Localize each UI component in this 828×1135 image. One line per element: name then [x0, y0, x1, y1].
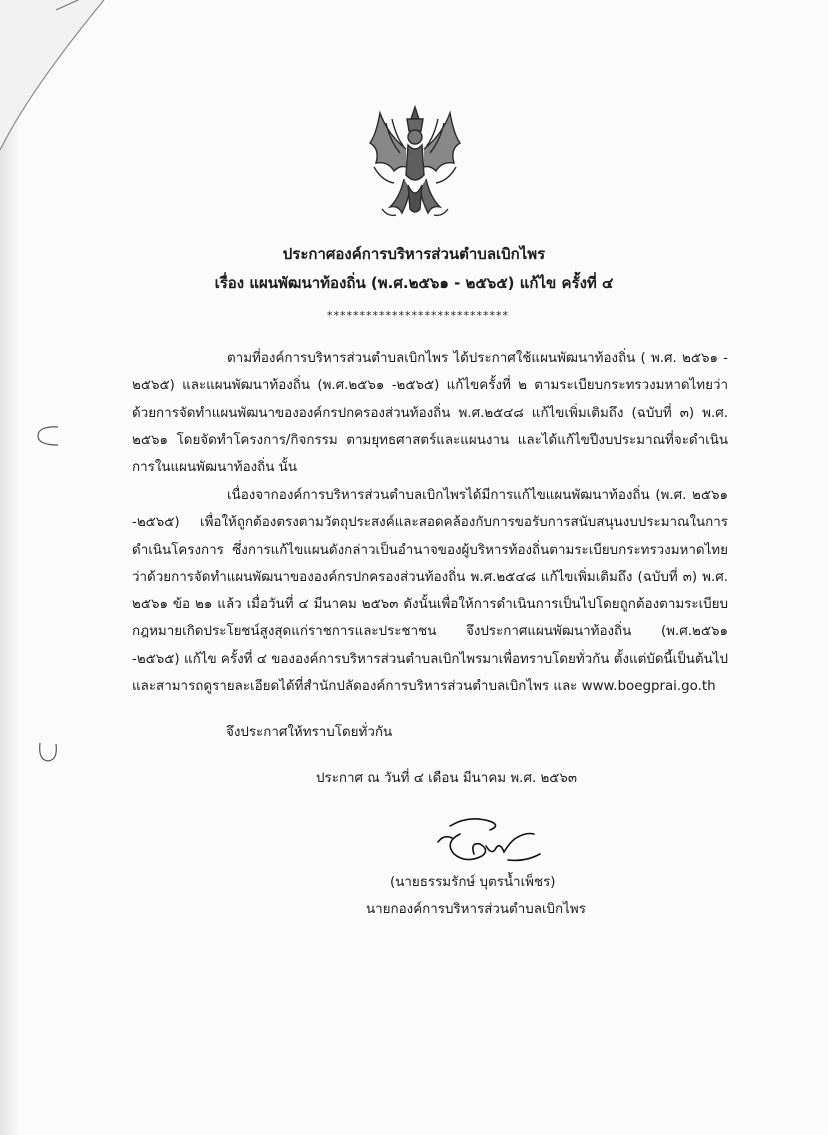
announcement-title: ประกาศองค์การบริหารส่วนตำบลเบิกไพร: [282, 245, 546, 263]
punch-hole-top: [34, 424, 62, 448]
signer-position: นายกองค์การบริหารส่วนตำบลเบิกไพร: [366, 902, 586, 917]
signer-name: (นายธรรมรักษ์ บุตรน้ำเพ็ชร): [390, 875, 556, 890]
punch-hole-bottom: [34, 740, 62, 764]
garuda-emblem-icon: [360, 105, 470, 227]
body-paragraph-2: เนื่องจากองค์การบริหารส่วนตำบลเบิกไพรได้มีการแก้ไขแผนพัฒนาท้องถิ่น (พ.ศ. ๒๕๖๑ -๒๕๖๕) เพื่อให้ถูกต้องตรงตามวัตถุประสงค์และสอดคล้องกับการขอรับการสนับสนุนงบประมาณในการดำเนินโครงการ ซึ่งการแก้ไขแผนดังกล่าวเป็นอำนาจของผู้บริหารท้องถิ่นตามระเบียบกระทรวงมหาดไทยว่าด้วยการจัดทำแผนพัฒนาขององค์กรปกครองส่วนท้องถิ่น พ.ศ.๒๕๔๘ แก้ไขเพิ่มเติมถึง (ฉบับที่ ๓) พ.ศ. ๒๕๖๑ ข้อ ๒๑ แล้ว เมื่อวันที่ ๔ มีนาคม ๒๕๖๓ ดังนั้นเพื่อให้การดำเนินการเป็นไปโดยถูกต้องตามระเบียบกฎหมายเกิดประโยชน์สูงสุดแก่ราชการและประชาชน จึงประกาศแผนพัฒนาท้องถิ่น (พ.ศ.๒๕๖๑ -๒๕๖๕) แก้ไข ครั้งที่ ๔ ขององค์การบริหารส่วนตำบลเบิกไพรมาเพื่อทราบโดยทั่วกัน ตั้งแต่บัดนี้เป็นต้นไป และสามารถดูรายละเอียดได้ที่สำนักปลัดองค์การบริหารส่วนตำบลเบิกไพร และ www.boegprai.go.th: [132, 488, 728, 695]
handwritten-signature: [430, 812, 550, 872]
closing-statement: จึงประกาศให้ทราบโดยทั่วกัน: [226, 725, 393, 740]
scan-edge-shadow: [0, 0, 20, 1135]
body-paragraph-1: ตามที่องค์การบริหารส่วนตำบลเบิกไพร ได้ประกาศใช้แผนพัฒนาท้องถิ่น ( พ.ศ. ๒๕๖๑ - ๒๕๖๕) และแผนพัฒนาท้องถิ่น (พ.ศ.๒๕๖๑ -๒๕๖๕) แก้ไขครั้งที่ ๒ ตามระเบียบกระทรวงมหาดไทยว่าด้วยการจัดทำแผนพัฒนาขององค์กรปกครองส่วนท้องถิ่น พ.ศ.๒๕๔๘ แก้ไขเพิ่มเติมถึง (ฉบับที่ ๓) พ.ศ. ๒๕๖๑ โดยจัดทำโครงการ/กิจกรรม ตามยุทธศาสตร์และแผนงาน และได้แก้ไขปีงบประมาณที่จะดำเนินการในแผนพัฒนาท้องถิ่น นั้น: [132, 351, 728, 476]
corner-fold: [0, 0, 110, 160]
announcement-date: ประกาศ ณ วันที่ ๔ เดือน มีนาคม พ.ศ. ๒๕๖๓: [316, 771, 578, 786]
separator-line: ****************************: [327, 309, 509, 322]
announcement-subject: เรื่อง แผนพัฒนาท้องถิ่น (พ.ศ.๒๕๖๑ - ๒๕๖๕) แก้ไข ครั้งที่ ๔: [214, 274, 614, 292]
